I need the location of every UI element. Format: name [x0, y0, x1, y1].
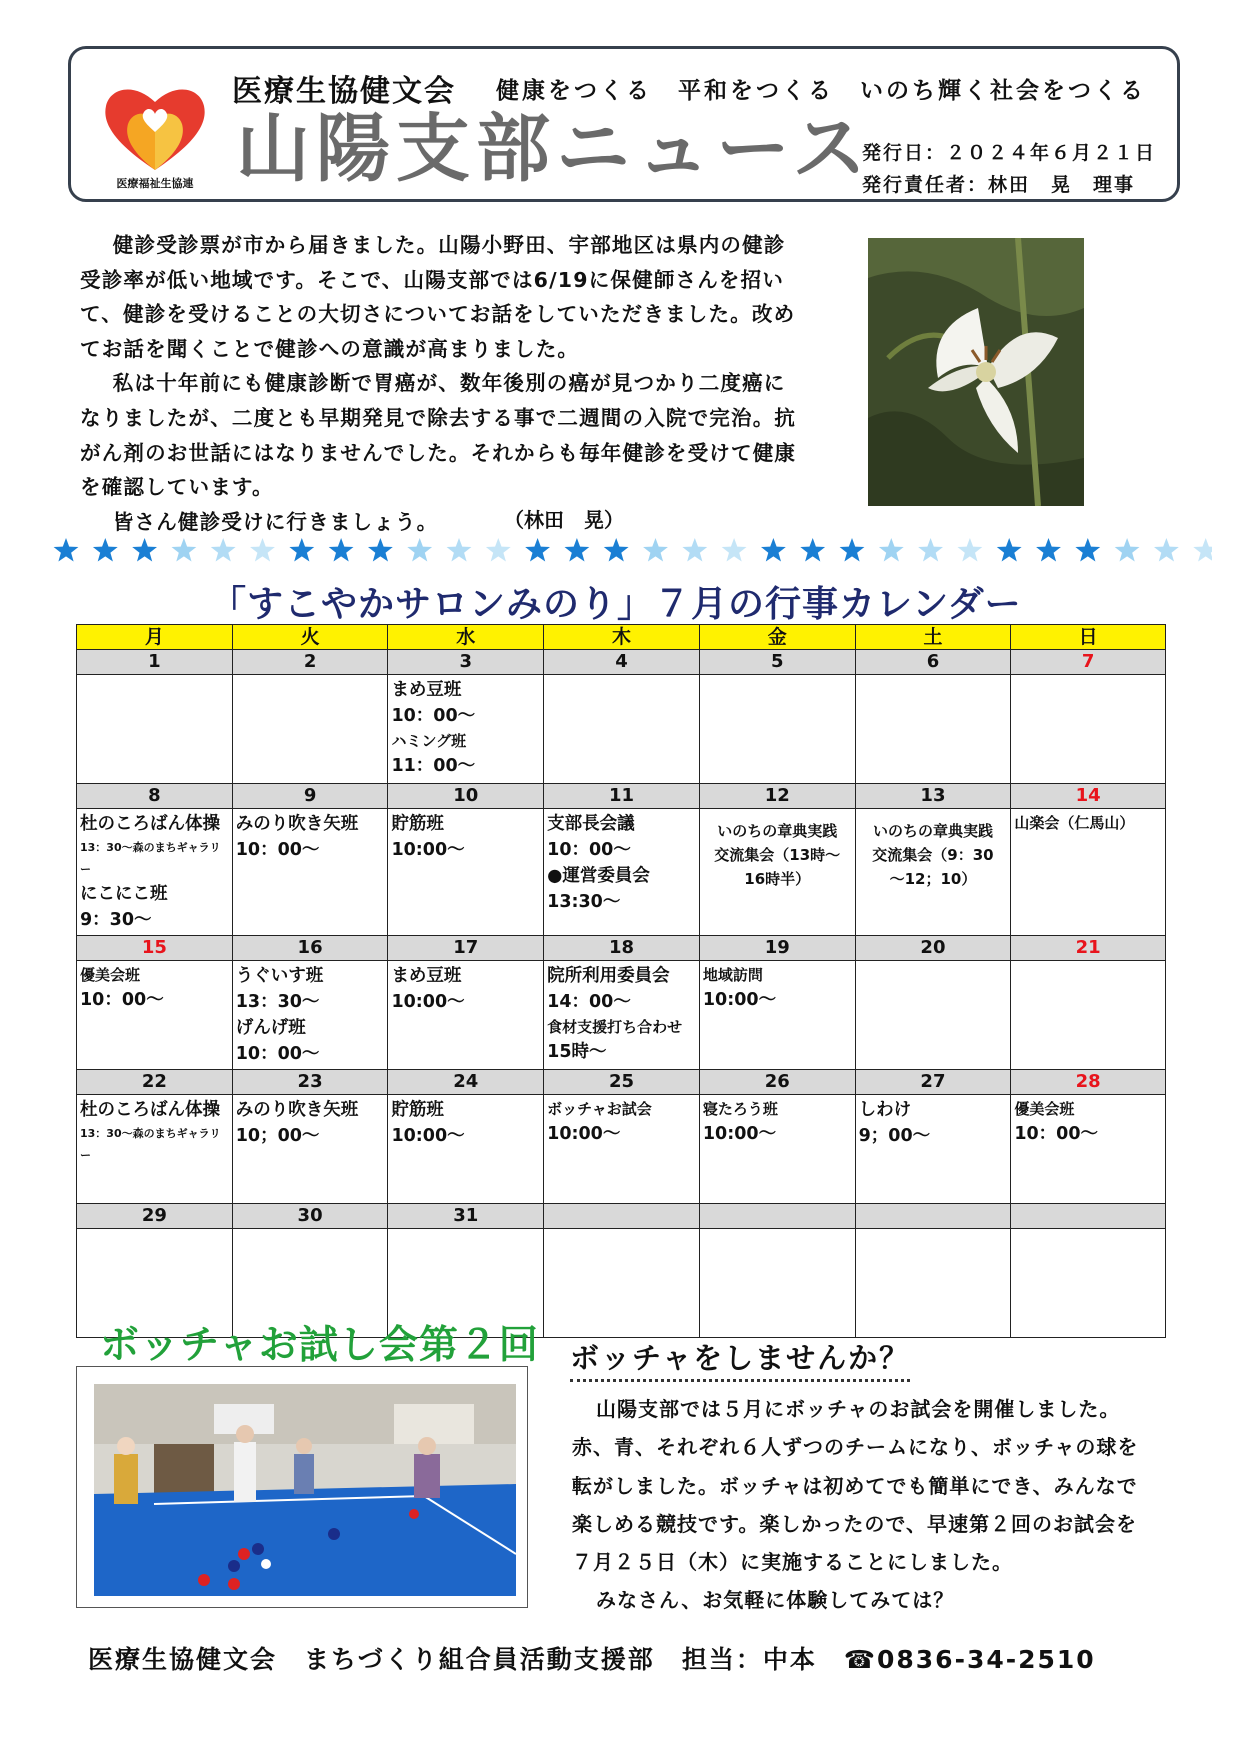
event-line: 16時半）: [744, 870, 811, 888]
day-number: 22: [77, 1070, 233, 1095]
star-icon: [1154, 538, 1179, 562]
event-line: まめ豆班: [391, 680, 462, 700]
event-line: ●運営委員会: [547, 866, 650, 886]
bocce-text: [572, 1390, 1146, 1620]
day-events: [77, 809, 233, 936]
day-events: [855, 675, 1011, 784]
day-number: 18: [544, 936, 700, 961]
issue-date: 発行日：２０２４年６月２１日: [862, 142, 1157, 164]
event-line: 13：30～森のまちギャラリー: [80, 1127, 221, 1162]
day-events: [388, 1095, 544, 1204]
star-icon: [682, 538, 707, 562]
event-line: 13：30～: [235, 992, 320, 1012]
day-number: 24: [388, 1070, 544, 1095]
day-events: [1011, 675, 1166, 784]
event-line: みのり吹き矢班: [235, 1100, 359, 1120]
event-line: 食材支援打ち合わせ: [547, 1018, 683, 1036]
day-events: [855, 1095, 1011, 1204]
publisher: 発行責任者：林田 晃 理事: [862, 174, 1136, 196]
org-name: 医療生協健文会: [232, 74, 456, 109]
day-number: 29: [77, 1204, 233, 1229]
day-number: 28: [1011, 1070, 1166, 1095]
bocce-paragraph: 山陽支部では５月にボッチャのお試会を開催しました。赤、青、それぞれ６人ずつのチームになり、ボッチャの球を転がしました。ボッチャは初めてでも簡単にでき、みんなで楽しめる競技です。楽しかったので、早速第２回のお試会を７月２５日（木）に実施することにしました。: [572, 1397, 1139, 1575]
star-icon: [800, 538, 825, 562]
day-events: [544, 1095, 700, 1204]
day-number: [699, 1204, 855, 1229]
day-number: 2: [232, 650, 388, 675]
weekday-header: 火: [232, 625, 388, 650]
event-line: 地域訪問: [702, 966, 763, 984]
star-icon: [250, 538, 275, 562]
calendar-title: 「すこやかサロンみのり」７月の行事カレンダー: [210, 584, 1022, 625]
bocce-paragraph: みなさん、お気軽に体験してみては？: [596, 1588, 955, 1613]
day-number: 12: [699, 784, 855, 809]
bocce-photo: [94, 1384, 516, 1596]
event-line: 11：00～: [391, 756, 476, 776]
footer: [88, 1640, 1096, 1676]
slogan: 健康をつくる 平和をつくる いのち輝く社会をつくる: [496, 78, 1146, 104]
star-icon: [93, 538, 118, 562]
day-number: 14: [1011, 784, 1166, 809]
event-line: 15時～: [547, 1042, 607, 1062]
event-line: 10:00～: [702, 1124, 777, 1144]
event-line: 10:00～: [547, 1124, 621, 1144]
star-icon: [722, 538, 747, 562]
event-line: ～12；10）: [889, 870, 977, 888]
event-line: 優美会班: [1014, 1100, 1075, 1118]
star-icon: [1193, 538, 1212, 562]
event-line: いのちの章典実践: [872, 822, 993, 840]
article: [80, 228, 798, 539]
star-icon: [525, 538, 550, 562]
article-paragraph: 私は十年前にも健康診断で胃癌が、数年後別の癌が見つかり二度癌になりましたが、二度とも早期発見で除去する事で二週間の入院で完治。抗がん剤のお世話にはなりませんでした。それからも毎年健診を受けて健康を確認しています。: [80, 371, 797, 500]
footer-contact: 担当：中本: [681, 1645, 817, 1674]
day-events: [855, 961, 1011, 1070]
star-icon: [604, 538, 629, 562]
event-line: 杜のころばん体操: [80, 1100, 220, 1120]
event-line: 10:00～: [391, 992, 465, 1012]
lily-photo: [868, 238, 1084, 506]
event-line: いのちの章典実践: [717, 822, 838, 840]
day-events: [699, 809, 855, 936]
day-events: [1011, 961, 1166, 1070]
event-line: 10：00～: [391, 706, 476, 726]
star-icon: [172, 538, 197, 562]
event-line: みのり吹き矢班: [235, 814, 359, 834]
day-number: 3: [388, 650, 544, 675]
weekday-header: 日: [1011, 625, 1166, 650]
footer-phone: ☎0836-34-2510: [843, 1645, 1096, 1674]
heart-hands-logo: [96, 74, 214, 192]
newsletter-title: 山陽支部ニュース: [236, 106, 873, 192]
day-events: [232, 675, 388, 784]
day-number: 1: [77, 650, 233, 675]
star-icon: [289, 538, 314, 562]
day-events: [388, 809, 544, 936]
star-icon: [407, 538, 432, 562]
event-line: 10：00～: [547, 840, 631, 860]
day-number: 11: [544, 784, 700, 809]
footer-dept: まちづくり組合員活動支援部: [304, 1645, 655, 1674]
day-number: 4: [544, 650, 700, 675]
bocce-title: ボッチャお試し会第２回: [100, 1323, 539, 1368]
event-line: 山楽会（仁馬山）: [1014, 814, 1135, 832]
event-line: 支部長会議: [547, 814, 635, 834]
weekday-header: 土: [855, 625, 1011, 650]
day-number: 20: [855, 936, 1011, 961]
event-line: 交流集会（13時～: [714, 846, 841, 864]
day-events: [232, 809, 388, 936]
day-events: [232, 961, 388, 1070]
day-events: [699, 961, 855, 1070]
star-icon: [761, 538, 786, 562]
event-calendar: [76, 624, 1166, 1338]
event-line: 交流集会（9：30: [872, 846, 994, 864]
event-line: 9；00～: [858, 1126, 931, 1146]
day-number: 31: [388, 1204, 544, 1229]
logo-text: 医療福祉生協連: [116, 177, 194, 190]
event-line: 寝たろう班: [702, 1100, 778, 1118]
star-icon: [211, 538, 236, 562]
event-line: 10：00～: [235, 1044, 320, 1064]
star-icon: [918, 538, 943, 562]
day-number: 25: [544, 1070, 700, 1095]
article-paragraph: 健診受診票が市から届きました。山陽小野田、宇部地区は県内の健診受診率が低い地域です。そこで、山陽支部では6/19に保健師さんを招いて、健診を受けることの大切さについてお話をしていただきました。改めてお話を聞くことで健診への意識が高まりました。: [80, 233, 796, 361]
day-number: 27: [855, 1070, 1011, 1095]
event-line: にこにこ班: [80, 884, 168, 904]
day-number: 10: [388, 784, 544, 809]
day-events: [699, 1095, 855, 1204]
event-line: ハミング班: [391, 732, 467, 750]
day-events: [855, 809, 1011, 936]
day-events: [699, 675, 855, 784]
star-icon: [643, 538, 668, 562]
event-line: 貯筋班: [391, 814, 444, 834]
day-events: [544, 675, 700, 784]
event-line: 10:00～: [391, 1126, 465, 1146]
star-icon: [565, 538, 590, 562]
star-icon: [1075, 538, 1100, 562]
event-line: 10：00～: [80, 990, 164, 1010]
star-icon: [840, 538, 865, 562]
star-icon: [1036, 538, 1061, 562]
star-icon: [54, 538, 79, 562]
day-number: 30: [232, 1204, 388, 1229]
event-line: まめ豆班: [391, 966, 462, 986]
day-events: [232, 1095, 388, 1204]
day-events: [77, 675, 233, 784]
day-number: 17: [388, 936, 544, 961]
star-icon: [879, 538, 904, 562]
event-line: うぐいす班: [235, 966, 324, 986]
star-icon: [447, 538, 472, 562]
event-line: 貯筋班: [391, 1100, 444, 1120]
day-events: [699, 1229, 855, 1338]
event-line: 14：00～: [547, 992, 631, 1012]
day-number: 19: [699, 936, 855, 961]
star-icon: [132, 538, 157, 562]
footer-org: 医療生協健文会: [88, 1645, 278, 1674]
event-line: ボッチャお試会: [547, 1100, 652, 1118]
event-line: 10：00～: [235, 840, 320, 860]
star-icon: [329, 538, 354, 562]
star-divider: [52, 536, 1212, 566]
event-line: 10:00～: [702, 990, 777, 1010]
day-number: 7: [1011, 650, 1166, 675]
day-events: [544, 809, 700, 936]
event-line: 優美会班: [80, 966, 141, 984]
star-icon: [997, 538, 1022, 562]
day-events: [388, 675, 544, 784]
weekday-header: 月: [77, 625, 233, 650]
day-number: 16: [232, 936, 388, 961]
event-line: 9：30～: [80, 910, 152, 930]
event-line: 杜のころばん体操: [80, 814, 220, 834]
star-icon: [486, 538, 511, 562]
event-line: しわけ: [858, 1100, 912, 1120]
event-line: げんげ班: [235, 1018, 306, 1038]
weekday-header: 木: [544, 625, 700, 650]
day-number: [855, 1204, 1011, 1229]
day-number: 23: [232, 1070, 388, 1095]
day-number: 13: [855, 784, 1011, 809]
day-number: 21: [1011, 936, 1166, 961]
bocce-heading: ボッチャをしませんか？: [570, 1336, 910, 1382]
day-number: 9: [232, 784, 388, 809]
event-line: 10；00～: [235, 1126, 320, 1146]
day-number: 5: [699, 650, 855, 675]
weekday-header: 水: [388, 625, 544, 650]
event-line: 10:00～: [391, 840, 465, 860]
star-icon: [1115, 538, 1140, 562]
event-line: 13:30～: [547, 892, 621, 912]
day-events: [77, 961, 233, 1070]
day-events: [1011, 809, 1166, 936]
article-paragraph: 皆さん健診受けに行きましょう。: [112, 509, 439, 534]
day-events: [1011, 1229, 1166, 1338]
day-number: 15: [77, 936, 233, 961]
event-line: 院所利用委員会: [547, 966, 670, 986]
article-author: （林田 晃）: [504, 508, 624, 532]
day-number: [1011, 1204, 1166, 1229]
day-number: 26: [699, 1070, 855, 1095]
day-number: 6: [855, 650, 1011, 675]
star-icon: [368, 538, 393, 562]
day-events: [855, 1229, 1011, 1338]
event-line: 10：00～: [1014, 1124, 1099, 1144]
day-number: [544, 1204, 700, 1229]
day-number: 8: [77, 784, 233, 809]
weekday-header: 金: [699, 625, 855, 650]
day-events: [77, 1095, 233, 1204]
star-icon: [958, 538, 983, 562]
day-events: [1011, 1095, 1166, 1204]
day-events: [388, 961, 544, 1070]
event-line: 13：30～森のまちギャラリー: [80, 841, 221, 876]
day-events: [544, 961, 700, 1070]
day-events: [544, 1229, 700, 1338]
